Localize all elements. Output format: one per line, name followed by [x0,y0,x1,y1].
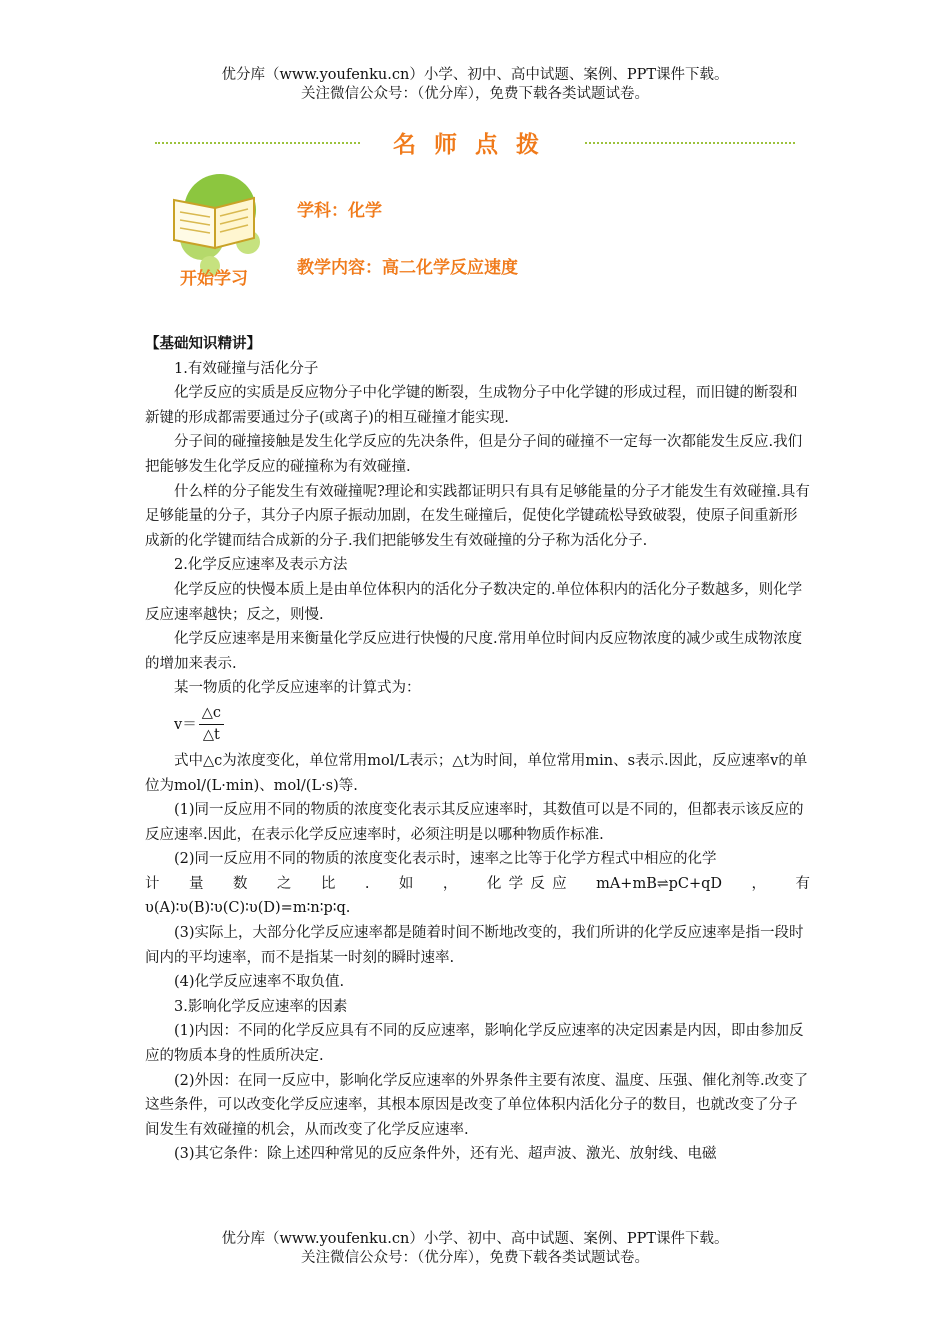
header-line-2: 关注微信公众号：（优分库），免费下载各类试题试卷。 [301,86,649,102]
equilibrium-arrow-icon: ⇌ [656,875,669,892]
word: 应 [552,875,567,892]
paragraph: (3)实际上，大部分化学反应速率都是随着时间不断地改变的，我们所讲的化学反应速率是指一段时间内的平均速率，而不是指某一时刻的瞬时速率. [145,925,804,966]
word: 学 [508,875,524,892]
word-group [487,872,567,897]
paragraph: 化学反应的实质是反应物分子中化学键的断裂，生成物分子中化学键的形成过程，而旧键的断裂和新键的形成都需要通过分子(或离子)的相互碰撞才能实现. [145,385,798,426]
paragraph: (3)其它条件：除上述四种常见的反应条件外，还有光、超声波、激光、放射线、电磁 [174,1146,717,1163]
word: . [364,875,370,892]
footer-line-2: 关注微信公众号：（优分库），免费下载各类试题试卷。 [301,1250,649,1266]
formula-fraction [199,703,224,746]
rate-formula [145,701,810,749]
formula-lhs: v＝ [174,716,197,733]
paragraph: 分子间的碰撞接触是发生化学反应的先决条件，但是分子间的碰撞不一定每一次都能发生反应.我们把能够发生化学反应的碰撞称为有效碰撞. [145,434,803,475]
paragraph: (1)内因：不同的化学反应具有不同的反应速率，影响化学反应速率的决定因素是内因，即由参加反应的物质本身的性质所决定. [145,1023,804,1065]
header-line-1: 优分库（www.youfenku.cn）小学、初中、高中试题、案例、PPT课件下载。 [221,67,729,83]
section-title: 【基础知识精讲】 [145,335,261,352]
word: 如 [398,875,414,892]
word: 计 [145,875,160,892]
word: ， [442,875,458,892]
paragraph: 什么样的分子能发生有效碰撞呢?理论和实践都证明只有具有足够能量的分子才能发生有效碰撞.具有足够能量的分子，其分子内原子振动加剧，在发生碰撞后，促使化学键疏松导致破裂，使原子间重新形成新的化学键而结合成新的分子.我们把能够发生有效碰撞的分子称为活化分子. [145,483,810,549]
paragraph: 式中△c为浓度变化，单位常用mol/L表示；△t为时间，单位常用min、s表示.因此，反应速率v的单位为mol/(L·min)、mol/(L·s)等. [145,752,808,794]
word: 数 [232,875,248,892]
teaching-content-label: 教学内容：高二化学反应速度 [297,258,518,278]
paragraph: (2)同一反应用不同的物质的浓度变化表示时，速率之比等于化学方程式中相应的化学 [174,851,717,868]
formula-denominator: △t [202,727,220,744]
equation-left: mA+mB [596,875,657,892]
word: 比 [320,875,336,892]
page-header [0,66,950,104]
start-learning-logo [160,170,275,290]
page-footer [0,1230,950,1268]
paragraph: 化学反应的快慢本质上是由单位体积内的活化分子数决定的.单位体积内的活化分子数越多，则化学反应速率越快；反之，则慢. [145,581,803,623]
heading-1: 1.有效碰撞与活化分子 [174,360,319,377]
ratio-line: υ(A)∶υ(B)∶υ(C)∶υ(D)=m∶n∶p∶q. [145,900,351,917]
paragraph: (2)外因：在同一反应中，影响化学反应速率的外界条件主要有浓度、温度、压强、催化剂等.改变了这些条件，可以改变化学反应速率，其根本原因是改变了单位体积内活化分子的数目，也就改变了分子间发生有效碰撞的机会，从而改变了化学反应速率. [145,1072,809,1138]
footer-line-1: 优分库（www.youfenku.cn）小学、初中、高中试题、案例、PPT课件下载。 [221,1231,729,1247]
title-banner [155,126,795,160]
word: 之 [276,875,292,892]
word: 化 [486,875,502,892]
word: 有 [795,875,810,892]
subject-label: 学科：化学 [297,201,382,221]
paragraph: (4)化学反应速率不取负值. [174,974,345,991]
paragraph: 某一物质的化学反应速率的计算式为： [174,680,421,697]
word: 量 [188,875,204,892]
heading-3: 3.影响化学反应速率的因素 [174,998,348,1015]
equation-line [145,872,810,897]
logo-caption: 开始学习 [180,269,248,289]
word: 反 [530,875,545,892]
word: ， [751,875,766,892]
chemical-equation [596,872,722,897]
main-content [145,332,810,1167]
banner-title: 名师点拨 [393,131,557,158]
formula-numerator: △c [199,703,224,725]
equation-right: pC+qD [668,875,723,892]
paragraph: (1)同一反应用不同的物质的浓度变化表示其反应速率时，其数值可以是不同的，但都表示该反应的反应速率.因此，在表示化学反应速率时，必须注明是以哪种物质作标准. [145,802,804,843]
paragraph: 化学反应速率是用来衡量化学反应进行快慢的尺度.常用单位时间内反应物浓度的减少或生成物浓度的增加来表示. [145,631,803,672]
heading-2: 2.化学反应速率及表示方法 [174,557,348,574]
